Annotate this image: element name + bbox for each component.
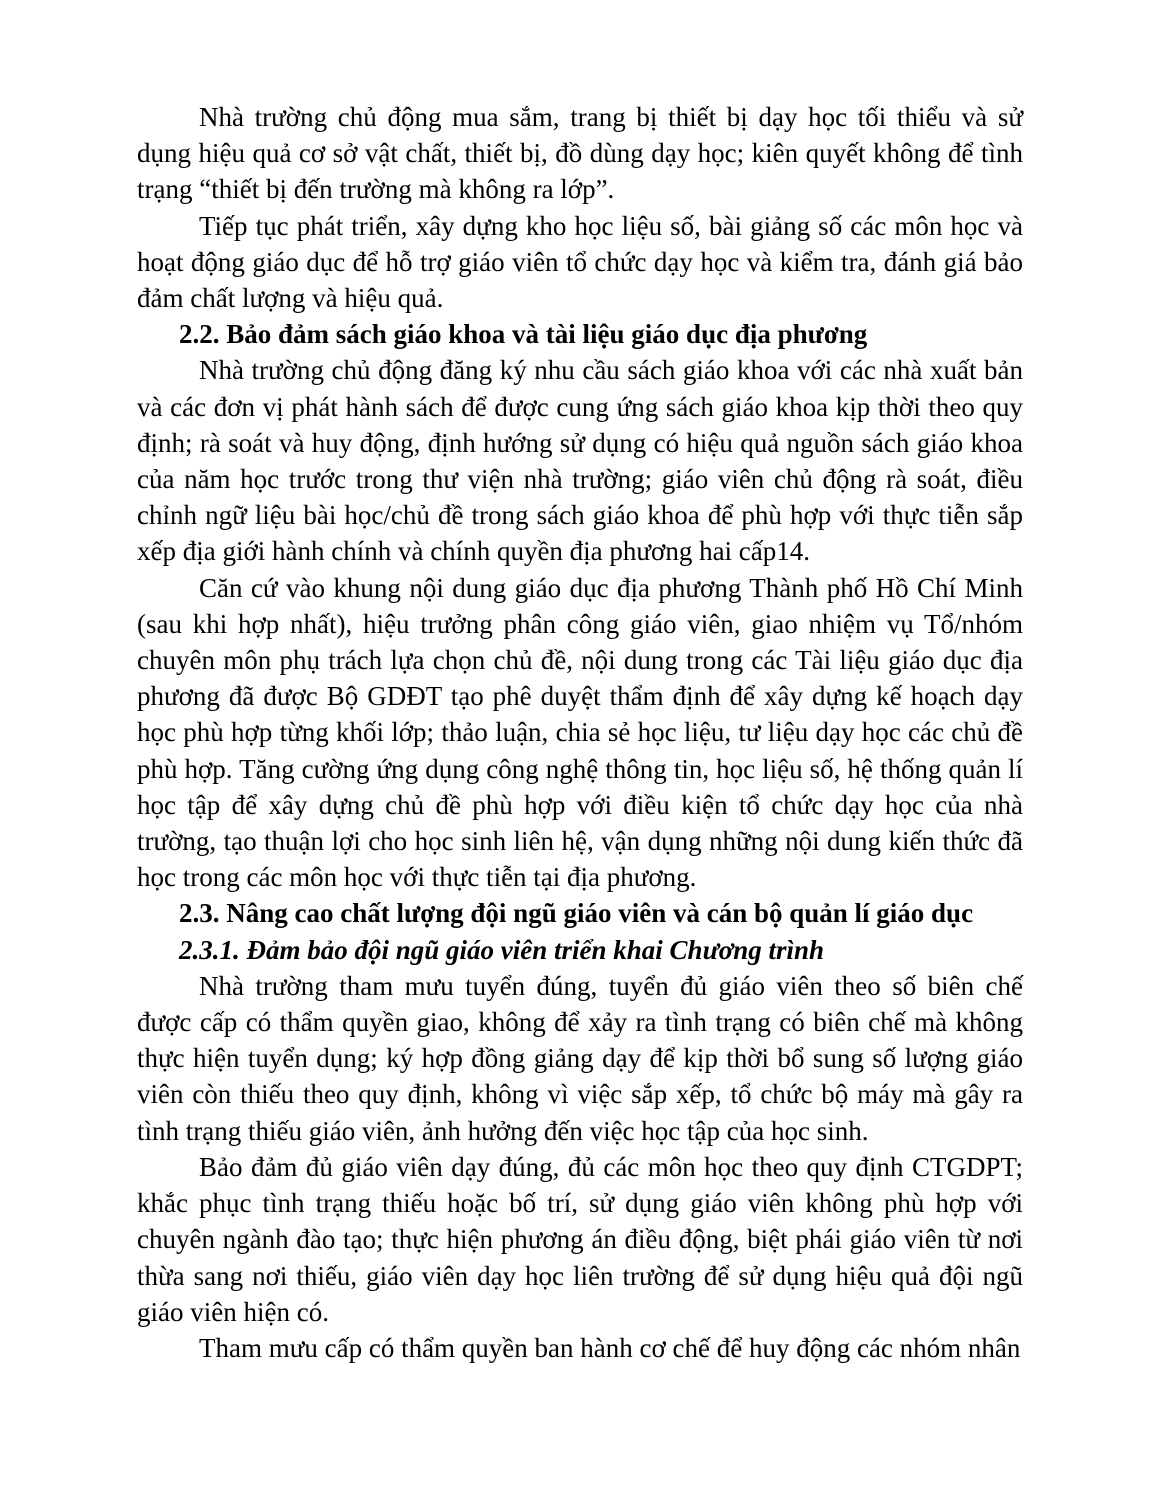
- paragraph-equipment: Nhà trường chủ động mua sắm, trang bị thiết bị dạy học tối thiểu và sử dụng hiệu quả cơ sở vật chất, thiết bị, đồ dùng dạy học; kiên quyết không để tình trạng “thiết bị đến trường mà không ra lớp”.: [137, 102, 1023, 205]
- paragraph-digital-library: Tiếp tục phát triển, xây dựng kho học liệu số, bài giảng số các môn học và hoạt động giáo dục để hỗ trợ giáo viên tổ chức dạy học và kiểm tra, đánh giá bảo đảm chất lượng và hiệu quả.: [137, 210, 1023, 314]
- paragraph-local-education-content: Căn cứ vào khung nội dung giáo dục địa phương Thành phố Hồ Chí Minh (sau khi hợp nhất), hiệu trưởng phân công giáo viên, giao nhiệm vụ Tổ/nhóm chuyên môn phụ trách lựa chọn chủ đề, nội dung trong các Tài liệu giáo dục địa phương đã được Bộ GDĐT tạo phê duyệt thẩm định để xây dựng kế hoạch dạy học phù hợp từng khối lớp; thảo luận, chia sẻ học liệu, tư liệu dạy học các chủ đề phù hợp. Tăng cường ứng dụng công nghệ thông tin, học liệu số, hệ thống quản lí học tập để xây dựng chủ đề phù hợp với điều kiện tổ chức dạy học của nhà trường, tạo thuận lợi cho học sinh liên hệ, vận dụng những nội dung kiến thức đã học trong các môn học với thực tiễn tại địa phương.: [137, 572, 1023, 893]
- section-heading-2-3: 2.3. Nâng cao chất lượng đội ngũ giáo viên và cán bộ quản lí giáo dục: [179, 898, 974, 929]
- page-body: [137, 99, 1023, 1366]
- paragraph-teacher-assignment: Bảo đảm đủ giáo viên dạy đúng, đủ các môn học theo quy định CTGDPT; khắc phục tình trạng thiếu hoặc bố trí, sử dụng giáo viên không phù hợp với chuyên ngành đào tạo; thực hiện phương án điều động, biệt phái giáo viên từ nơi thừa sang nơi thiếu, giáo viên dạy học liên trường để sử dụng hiệu quả đội ngũ giáo viên hiện có.: [137, 1151, 1023, 1327]
- paragraph-textbook-registration: Nhà trường chủ động đăng ký nhu cầu sách giáo khoa với các nhà xuất bản và các đơn vị phát hành sách để được cung ứng sách giáo khoa kịp thời theo quy định; rà soát và huy động, định hướng sử dụng có hiệu quả nguồn sách giáo khoa của năm học trước trong thư viện nhà trường; giáo viên chủ động rà soát, điều chỉnh ngữ liệu bài học/chủ đề trong sách giáo khoa để phù hợp với thực tiễn sắp xếp địa giới hành chính và chính quyền địa phương hai cấp14.: [137, 355, 1023, 567]
- paragraph-teacher-recruitment: Nhà trường tham mưu tuyển đúng, tuyển đủ giáo viên theo số biên chế được cấp có thẩm quyền giao, không để xảy ra tình trạng có biên chế mà không thực hiện tuyển dụng; ký hợp đồng giảng dạy để kịp thời bổ sung số lượng giáo viên còn thiếu theo quy định, không vì việc sắp xếp, tổ chức bộ máy mà gây ra tình trạng thiếu giáo viên, ảnh hưởng đến việc học tập của học sinh.: [137, 970, 1023, 1146]
- subsection-heading-2-3-1: 2.3.1. Đảm bảo đội ngũ giáo viên triển khai Chương trình: [179, 934, 825, 965]
- section-heading-2-2: 2.2. Bảo đảm sách giáo khoa và tài liệu giáo dục địa phương: [179, 319, 868, 350]
- paragraph-mechanism-advice: Tham mưu cấp có thẩm quyền ban hành cơ chế để huy động các nhóm nhân: [199, 1332, 1021, 1363]
